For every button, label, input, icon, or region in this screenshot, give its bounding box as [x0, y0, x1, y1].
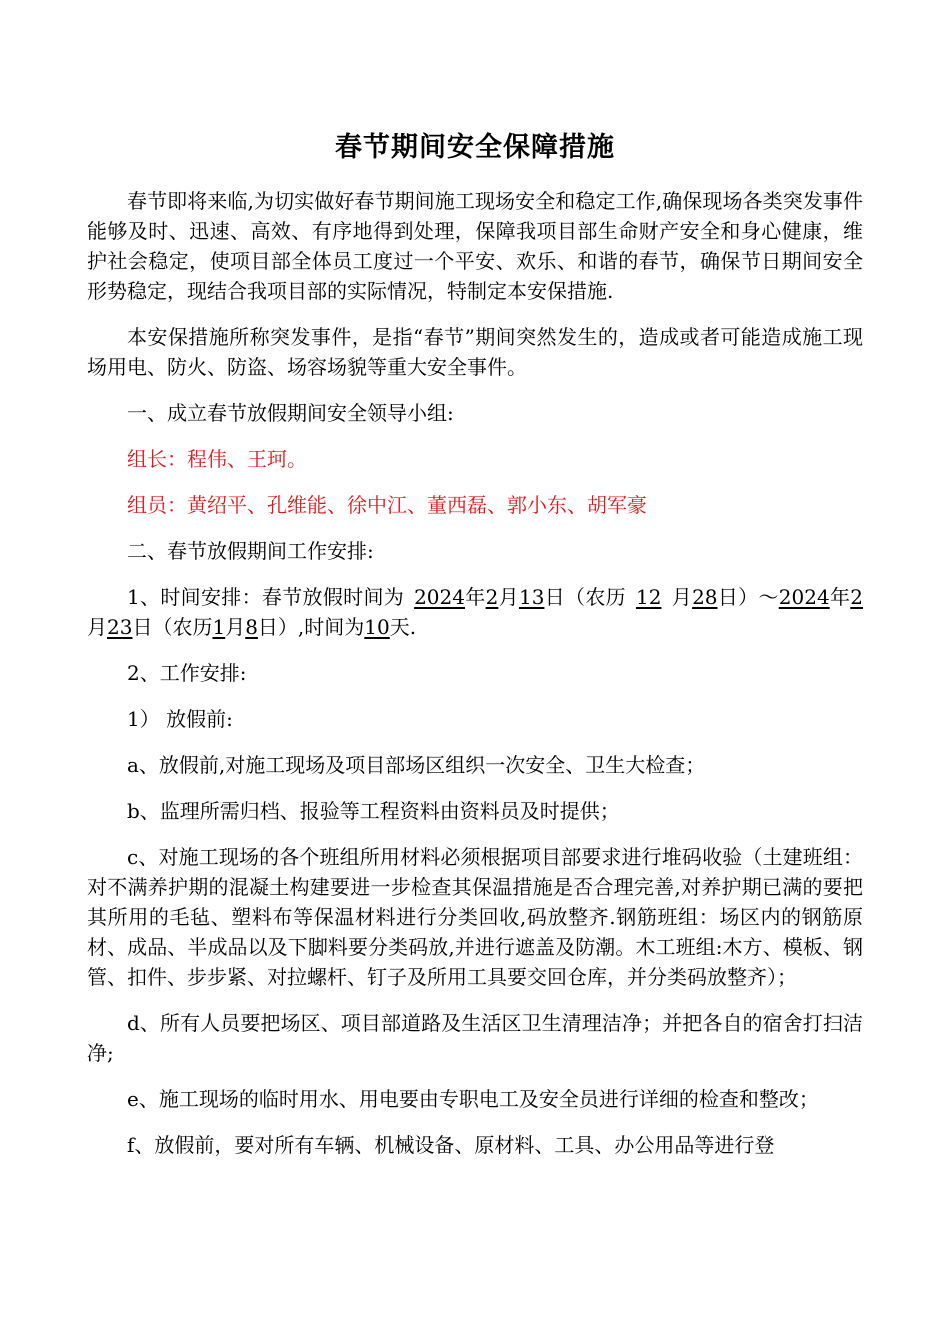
- work-arrangement-heading: 2、工作安排:: [127, 661, 247, 685]
- lunar-start-month: 12: [635, 585, 662, 609]
- lunar-end-month: 1: [212, 615, 226, 639]
- document-body: [87, 186, 863, 1176]
- duration-days: 10: [364, 615, 390, 639]
- item-d: d、所有人员要把场区、项目部道路及生活区卫生清理洁净；并把各自的宿舍打扫洁净;: [87, 1011, 863, 1065]
- lunar-start-day: 28: [692, 585, 718, 609]
- start-year: 2024: [414, 585, 465, 609]
- start-month: 2: [485, 585, 499, 609]
- intro-paragraph: 春节即将来临,为切实做好春节期间施工现场安全和稳定工作,确保现场各类突发事件能够及时、迅速、高效、有序地得到处理，保障我项目部生命财产安全和身心健康，维护社会稳定，使项目部全体员工度过一个平安、欢乐、和谐的春节，确保节日期间安全形势稳定，现结合我项目部的实际情况，特制定本安保措施.: [87, 189, 863, 303]
- definition-paragraph: 本安保措施所称突发事件，是指“春节”期间突然发生的，造成或者可能造成施工现场用电、防火、防盗、场容场貌等重大安全事件。: [87, 325, 863, 379]
- time-arrangement-paragraph: 1、时间安排：春节放假时间为 2024年2月13日（农历 12 月28日）～2024年2月23日（农历1月8日）,时间为10天.: [87, 585, 864, 639]
- team-members-line: 组员：黄绍平、孔维能、徐中江、董西磊、郭小东、胡军豪: [127, 493, 647, 517]
- section-heading-leadership: 一、成立春节放假期间安全领导小组:: [127, 401, 454, 425]
- section-heading-arrangement: 二、春节放假期间工作安排:: [127, 539, 374, 563]
- document-title: 春节期间安全保障措施: [335, 132, 615, 163]
- item-c: c、对施工现场的各个班组所用材料必须根据项目部要求进行堆码收验（土建班组：对不满养护期的混凝土构建要进一步检查其保温措施是否合理完善,对养护期已满的要把其所用的毛毡、塑料布等保温材料进行分类回收,码放整齐.钢筋班组：场区内的钢筋原材、成品、半成品以及下脚料要分类码放,并进行遮盖及防潮。木工班组:木方、模板、钢管、扣件、步步紧、对拉螺杆、钉子及所用工具要交回仓库，并分类码放整齐）；: [87, 845, 863, 989]
- start-day: 13: [518, 585, 545, 609]
- team-leader-line: 组长：程伟、王珂。: [127, 447, 307, 471]
- item-b: b、监理所需归档、报验等工程资料由资料员及时提供；: [127, 799, 620, 823]
- end-year: 2024: [778, 585, 830, 609]
- lunar-end-day: 8: [245, 615, 258, 639]
- item-e: e、施工现场的临时用水、用电要由专职电工及安全员进行详细的检查和整改；: [127, 1087, 819, 1111]
- time-prefix: 1、时间安排：春节放假时间为: [127, 585, 405, 609]
- end-day: 23: [107, 615, 133, 639]
- item-a: a、放假前,对施工现场及项目部场区组织一次安全、卫生大检查；: [127, 753, 706, 777]
- item-f: f、放假前，要对所有车辆、机械设备、原材料、工具、办公用品等进行登: [127, 1133, 775, 1157]
- before-holiday-heading: 1） 放假前:: [127, 707, 233, 731]
- end-month: 2: [850, 585, 864, 609]
